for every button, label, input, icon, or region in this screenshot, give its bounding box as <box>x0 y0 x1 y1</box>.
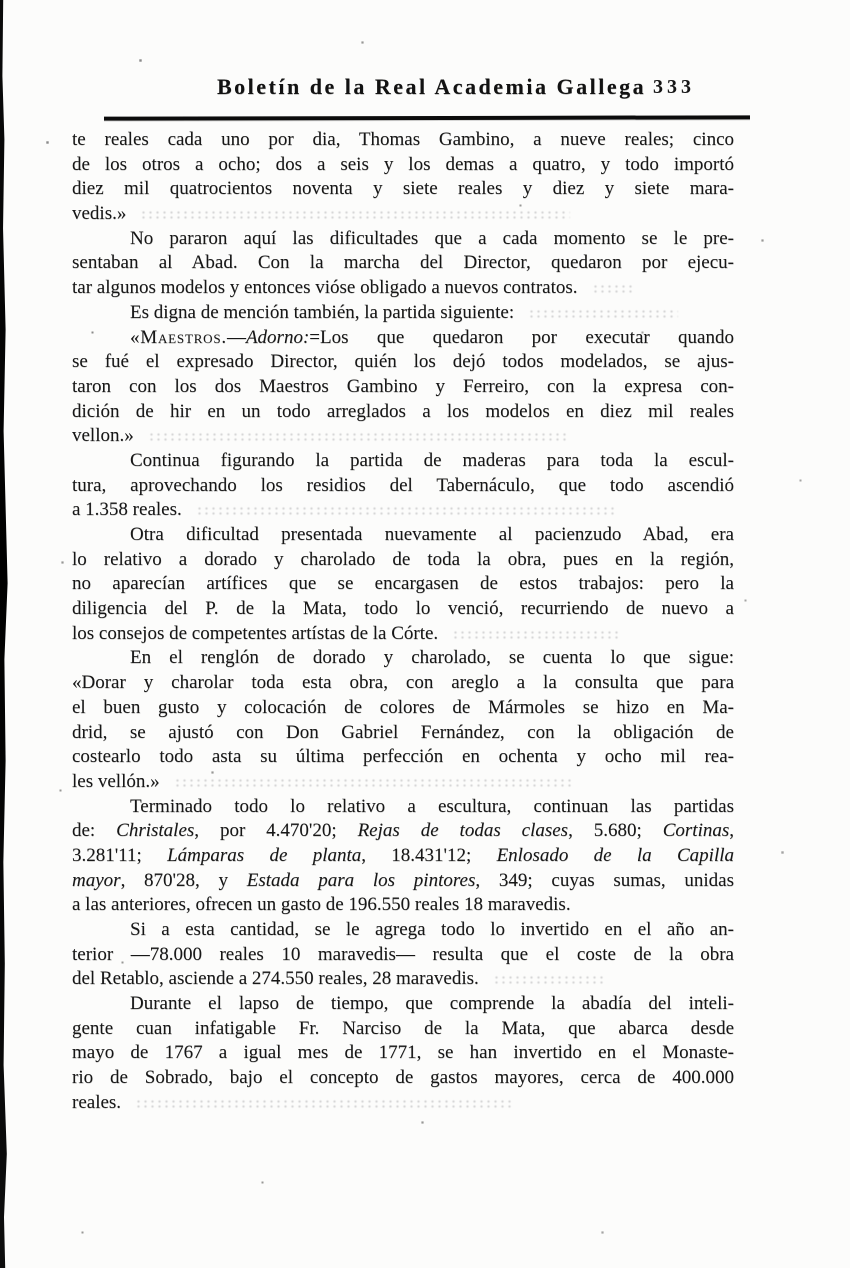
text-segment: diez mil quatrocientos noventa y siete reales y diez y siete mara- <box>72 178 734 200</box>
text-segment: a 1.358 reales. <box>72 499 182 521</box>
text-segment: , <box>729 820 734 842</box>
text-segment: 3.281'11; <box>72 844 168 866</box>
text-segment: reales. <box>72 1091 122 1113</box>
text-segment: En el renglón de dorado y charolado, se cuenta lo que sigue: <box>130 647 734 669</box>
text-segment: Es digna de mención también, la partida siguiente: <box>130 301 515 323</box>
text-line <box>72 622 734 647</box>
text-segment: se fué el expresado Director, quién los dejó todos modelados, se ajus- <box>72 351 734 373</box>
ghost-smudge <box>174 778 574 788</box>
text-segment: Continua figurando la partida de maderas para toda la escul- <box>130 449 734 471</box>
text-line <box>72 301 734 326</box>
scan-speckles <box>0 0 1 1</box>
text-segment: No pararon aquí las dificultades que a cada momento se le pre- <box>130 227 734 249</box>
ghost-smudge <box>140 210 570 220</box>
ghost-smudge <box>493 975 603 985</box>
text-segment: rio de Sobrado, bajo el concepto de gastos mayores, cerca de 400.000 <box>72 1067 734 1089</box>
text-line <box>72 967 734 992</box>
text-segment: de los otros a ocho; dos a seis y los demas a quatro, y todo importó <box>72 153 734 175</box>
text-line <box>72 474 734 499</box>
text-segment: diligencia del P. de la Mata, todo lo venció, recurriendo de nuevo a <box>72 598 734 620</box>
text-segment: — <box>226 326 246 348</box>
ghost-smudge <box>452 630 622 640</box>
text-segment: vedis.» <box>72 203 127 225</box>
text-segment: drid, se ajustó con Don Gabriel Fernández, con la obligación de <box>72 721 734 743</box>
text-segment: tura, aprovechando los residios del Tabernáculo, que todo ascendió <box>72 474 734 496</box>
text-line <box>72 597 734 622</box>
text-segment: te reales cada uno por dia, Thomas Gambino, a nueve reales; cinco <box>72 129 734 150</box>
text-segment: , 5.680; <box>568 820 663 842</box>
text-line <box>72 1091 734 1116</box>
text-line <box>72 326 734 351</box>
text-segment: los consejos de competentes artístas de la Córte. <box>72 622 439 644</box>
text-line <box>72 548 734 573</box>
text-line <box>72 128 734 153</box>
text-line <box>72 646 734 671</box>
text-line <box>72 1017 734 1042</box>
text-line <box>72 498 734 523</box>
journal-title: Boletín de la Real Academia Gallega <box>217 74 647 99</box>
text-line <box>72 795 734 820</box>
scan-binding-artifact <box>0 0 8 1268</box>
page-number: 333 <box>653 76 695 98</box>
text-line <box>72 375 734 400</box>
text-line <box>72 1066 734 1091</box>
text-line <box>72 869 734 894</box>
text-segment: , 18.431'12; <box>361 844 497 866</box>
text-line <box>72 227 734 252</box>
text-line <box>72 177 734 202</box>
ghost-smudge <box>135 1099 515 1109</box>
smallcaps-text: «Maestros. <box>130 326 227 348</box>
ghost-smudge <box>592 284 632 294</box>
text-line <box>72 572 734 597</box>
text-segment: a las anteriores, ofrecen un gasto de 196.550 reales 18 maravedis. <box>72 894 571 916</box>
text-line <box>72 350 734 375</box>
text-line <box>72 819 734 844</box>
italic-text: Lámparas de planta <box>167 844 362 866</box>
text-line <box>72 523 734 548</box>
ghost-smudge <box>528 309 678 319</box>
text-segment: vellon.» <box>72 425 134 447</box>
text-line <box>72 276 734 301</box>
text-segment: mayo de 1767 a igual mes de 1771, se han invertido en el Monaste- <box>72 1042 734 1064</box>
text-segment: terior —78.000 reales 10 maravedis— resulta que el coste de la obra <box>72 943 734 965</box>
text-line <box>72 696 734 721</box>
text-segment: costearlo todo asta su última perfección en ochenta y ocho mil rea- <box>72 746 734 768</box>
text-line <box>72 251 734 276</box>
italic-text: Cortinas <box>662 820 730 842</box>
italic-text: Enlosado de la Capilla <box>496 844 734 866</box>
text-line <box>72 449 734 474</box>
text-segment: sentaban al Abad. Con la marcha del Director, quedaron por ejecu- <box>72 252 734 274</box>
text-line <box>72 671 734 696</box>
text-segment: del Retablo, asciende a 274.550 reales, 28 maravedis. <box>72 968 479 990</box>
text-line <box>72 745 734 770</box>
header-rule <box>104 115 750 120</box>
italic-text: Rejas de todas clases <box>357 820 569 842</box>
ghost-smudge <box>148 432 568 442</box>
italic-text: Christales <box>116 820 195 842</box>
text-segment: lo relativo a dorado y charolado de toda la obra, pues en la región, <box>72 548 734 570</box>
text-segment: =Los que quedaron por executar quando <box>309 326 734 348</box>
text-segment: , 349; cuyas sumas, unidas <box>475 869 734 891</box>
text-line <box>72 202 734 227</box>
text-line <box>72 918 734 943</box>
ghost-smudge <box>196 506 616 516</box>
text-segment: dición de hir en un todo arreglados a los modelos en diez mil reales <box>72 400 734 422</box>
text-line <box>72 424 734 449</box>
text-line <box>72 992 734 1017</box>
text-line <box>72 893 734 918</box>
text-segment: el buen gusto y colocación de colores de Mármoles se hizo en Ma- <box>72 696 734 718</box>
text-segment: , por 4.470'20; <box>194 820 358 842</box>
text-line <box>72 153 734 178</box>
text-line <box>72 1041 734 1066</box>
text-line <box>72 844 734 869</box>
text-segment: no aparecían artífices que se encargasen de estos trabajos: pero la <box>72 573 734 595</box>
text-segment: Durante el lapso de tiempo, que comprende la abadía del inteli- <box>130 993 734 1015</box>
text-segment: taron con los dos Maestros Gambino y Ferreiro, con la expresa con- <box>72 375 734 397</box>
text-segment: gente cuan infatigable Fr. Narciso de la Mata, que abarca desde <box>72 1017 734 1039</box>
text-segment: «Dorar y charolar toda esta obra, con areglo a la consulta que para <box>72 672 734 694</box>
italic-text: Estada para los pintores <box>246 869 476 891</box>
text-segment: Otra dificultad presentada nuevamente al pacienzudo Abad, era <box>130 524 734 545</box>
text-segment: les vellón.» <box>72 770 160 792</box>
italic-text: Adorno: <box>245 326 310 348</box>
text-segment: Si a esta cantidad, se le agrega todo lo invertido en el año an- <box>130 919 734 940</box>
text-line <box>72 943 734 968</box>
text-segment: Terminado todo lo relativo a escultura, continuan las partidas <box>130 795 734 817</box>
text-line <box>72 770 734 795</box>
text-segment: de: <box>72 820 117 842</box>
text-segment: , 870'28, y <box>120 869 247 891</box>
text-line <box>72 721 734 746</box>
text-segment: tar algunos modelos y entonces vióse obligado a nuevos contratos. <box>72 277 578 299</box>
text-line <box>72 400 734 425</box>
italic-text: mayor <box>72 869 121 891</box>
page-body <box>72 128 734 1116</box>
